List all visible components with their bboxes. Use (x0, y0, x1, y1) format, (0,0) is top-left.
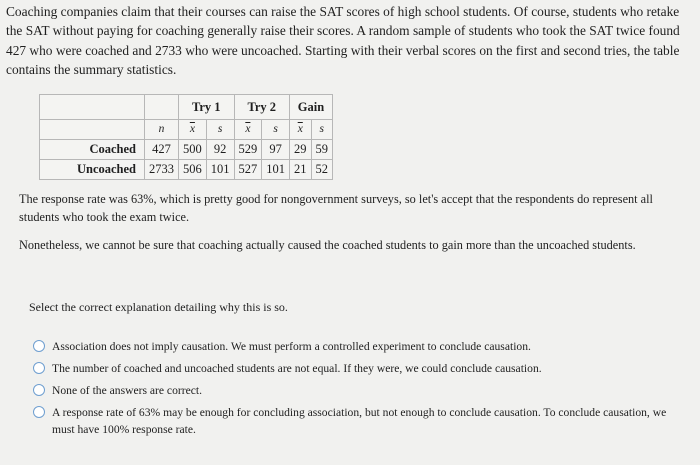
answer-option-4[interactable] (33, 404, 673, 438)
table-corner-cell (40, 95, 145, 120)
answer-options (33, 338, 673, 443)
cell-try1-sd: 92 (206, 140, 234, 160)
answer-option-label[interactable]: None of the answers are correct. (52, 384, 202, 397)
response-rate-paragraph: The response rate was 63%, which is pretty good for nongovernment surveys, so let's accept that the respondents do represent all students who took the exam twice. (19, 192, 653, 224)
subheader-gain-sd: s (311, 120, 333, 140)
answer-option-label[interactable]: A response rate of 63% may be enough for concluding association, but not enough to conclude causation. To conclude causation, we must have 100% response rate. (52, 406, 667, 436)
answer-option-label[interactable]: Association does not imply causation. We must perform a controlled experiment to conclude causation. (52, 340, 531, 353)
cell-try2-mean: 527 (234, 160, 262, 180)
table-empty-header-cell (145, 95, 179, 120)
subheader-n: n (145, 120, 179, 140)
subheader-try2-mean: $\overline{x}$ (234, 120, 262, 140)
header-gain: Gain (290, 95, 333, 120)
cell-try2-mean: 529 (234, 140, 262, 160)
table-row-coached (40, 140, 333, 160)
cell-try1-sd: 101 (206, 160, 234, 180)
question-prompt: Select the correct explanation detailing why this is so. (29, 300, 288, 314)
subheader-try1-mean: $\overline{x}$ (179, 120, 207, 140)
cell-n: 2733 (145, 160, 179, 180)
row-label: Uncoached (40, 160, 145, 180)
cell-try1-mean: 500 (179, 140, 207, 160)
cell-gain-sd: 59 (311, 140, 333, 160)
answer-option-1[interactable] (33, 338, 673, 355)
cell-gain-mean: 21 (290, 160, 312, 180)
question-intro: Coaching companies claim that their courses can raise the SAT scores of high school students. Of course, students who retake the SAT without paying for coaching generally raise their scores. A random sample of students who took the SAT twice found 427 who were coached and 2733 who were uncoached. Starting with their verbal scores on the first and second tries, the table contains the summary statistics. (6, 4, 680, 77)
cell-try1-mean: 506 (179, 160, 207, 180)
radio-button[interactable] (33, 362, 45, 374)
subheader-try1-sd: s (206, 120, 234, 140)
radio-button[interactable] (33, 340, 45, 352)
table-sub-header-row (40, 120, 333, 140)
cell-gain-mean: 29 (290, 140, 312, 160)
table-row-uncoached (40, 160, 333, 180)
radio-button[interactable] (33, 406, 45, 418)
answer-option-label[interactable]: The number of coached and uncoached students are not equal. If they were, we could conclude causation. (52, 362, 542, 375)
radio-button[interactable] (33, 384, 45, 396)
table-group-header-row (40, 95, 333, 120)
answer-option-2[interactable] (33, 360, 673, 377)
header-try1: Try 1 (179, 95, 235, 120)
subheader-try2-sd: s (262, 120, 290, 140)
cell-try2-sd: 101 (262, 160, 290, 180)
row-label: Coached (40, 140, 145, 160)
summary-statistics-table (39, 94, 333, 180)
cell-gain-sd: 52 (311, 160, 333, 180)
causation-paragraph: Nonetheless, we cannot be sure that coaching actually caused the coached students to gain more than the uncoached students. (19, 238, 636, 252)
answer-option-3[interactable] (33, 382, 673, 399)
table-corner-cell (40, 120, 145, 140)
cell-try2-sd: 97 (262, 140, 290, 160)
cell-n: 427 (145, 140, 179, 160)
header-try2: Try 2 (234, 95, 290, 120)
subheader-gain-mean: $\overline{x}$ (290, 120, 312, 140)
